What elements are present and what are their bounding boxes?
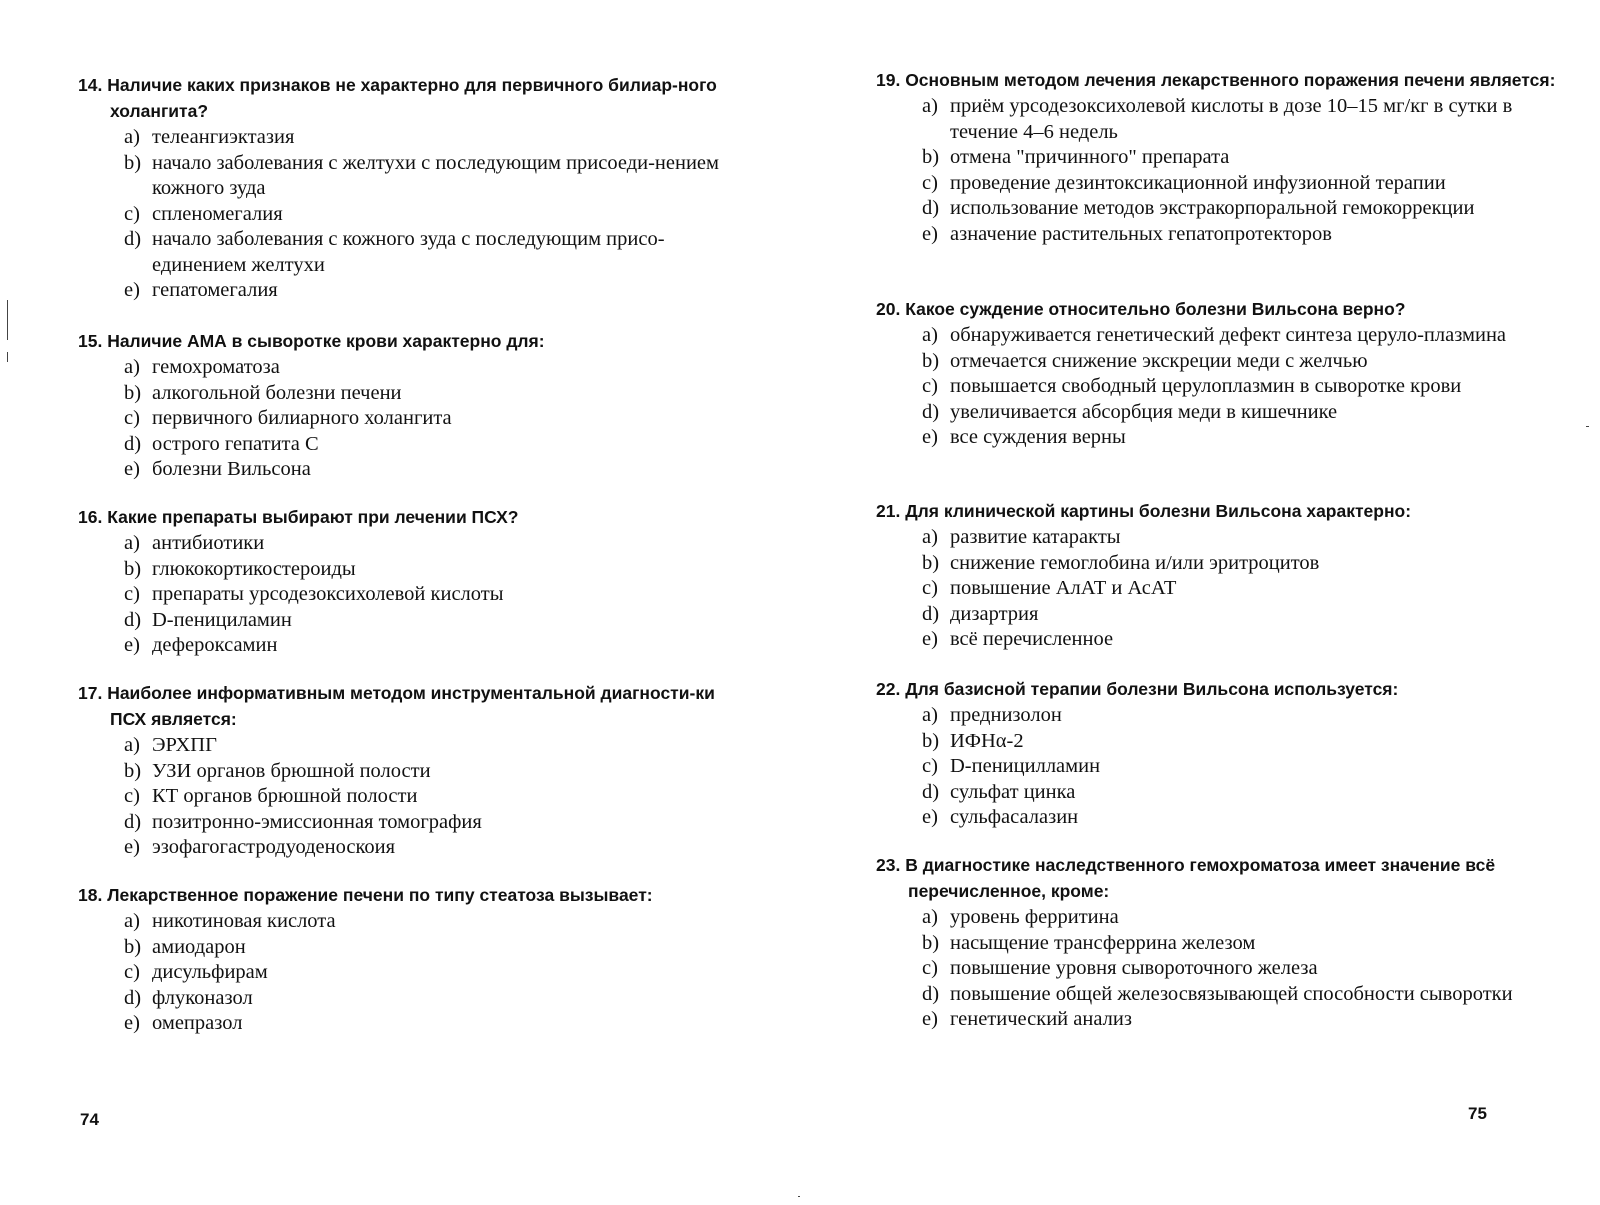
answer-option (124, 531, 733, 557)
question-title: 14. Наличие каких признаков не характерно для первичного билиар-ного холангита? (78, 75, 717, 121)
option-letter: d) (922, 982, 940, 1005)
option-text: первичного билиарного холангита (152, 407, 452, 429)
answer-option (124, 355, 733, 381)
question-title: 20. Какое суждение относительно болезни Вильсона верно? (876, 299, 1406, 319)
answer-option (124, 406, 733, 432)
answer-options (78, 355, 733, 483)
option-text: D-пенициламин (152, 608, 292, 631)
answer-option (922, 931, 1566, 957)
answer-option (124, 986, 733, 1012)
option-text: КТ органов брюшной полости (152, 785, 418, 807)
answer-option (124, 960, 733, 986)
answer-options (78, 733, 733, 861)
option-letter: b) (124, 935, 142, 958)
answer-option (922, 222, 1566, 248)
answer-option (922, 1007, 1566, 1033)
answer-option (922, 780, 1566, 806)
option-text: флуконазол (152, 986, 253, 1009)
scan-mark (7, 300, 8, 340)
option-letter: a) (922, 704, 938, 726)
answer-option (922, 602, 1566, 628)
answer-option (124, 582, 733, 608)
option-text: ЭРХПГ (152, 734, 217, 756)
option-text: эзофагогастродуоденоскоия (152, 836, 396, 858)
option-text: преднизолон (950, 704, 1062, 726)
option-text: отмечается снижение экскреции меди с желчью (950, 349, 1368, 372)
answer-option (124, 835, 733, 861)
option-letter: e) (124, 458, 140, 480)
answer-options (876, 94, 1566, 247)
option-letter: a) (922, 526, 938, 548)
option-letter: d) (922, 602, 940, 625)
option-letter: b) (922, 931, 940, 954)
option-text: гепатомегалия (152, 279, 278, 301)
answer-option (124, 810, 733, 836)
answer-option (922, 956, 1566, 982)
answer-option (922, 94, 1566, 145)
option-letter: e) (124, 279, 140, 301)
option-text: болезни Вильсона (152, 458, 311, 480)
option-letter: d) (124, 432, 142, 455)
option-letter: a) (124, 532, 140, 554)
option-text: сульфасалазин (950, 806, 1079, 828)
answer-option (922, 349, 1566, 375)
option-letter: c) (124, 583, 140, 605)
question-title: 21. Для клинической картины болезни Вильсона характерно: (876, 501, 1412, 521)
answer-option (124, 457, 733, 483)
answer-option (124, 432, 733, 458)
option-text: омепразол (152, 1012, 243, 1034)
answer-option (922, 525, 1566, 551)
option-letter: d) (124, 986, 142, 1009)
option-letter: e) (124, 836, 140, 858)
right-page (800, 0, 1600, 1205)
option-letter: a) (124, 910, 140, 932)
option-letter: d) (124, 228, 142, 250)
option-text: отмена "причинного" препарата (950, 146, 1230, 168)
answer-option (922, 323, 1566, 349)
option-letter: b) (124, 381, 142, 404)
option-letter: e) (922, 426, 938, 448)
option-text: использование методов экстракорпоральной гемокоррекции (950, 197, 1475, 219)
option-letter: c) (922, 171, 938, 194)
option-text: глюкокортикостероиды (152, 557, 356, 580)
option-text: позитронно-эмиссионная томография (152, 810, 482, 833)
option-letter: b) (124, 151, 142, 174)
question-15 (78, 328, 733, 483)
answer-option (922, 703, 1566, 729)
option-text: гемохроматоза (152, 356, 280, 378)
scan-mark (7, 352, 8, 362)
option-letter: a) (124, 126, 140, 148)
question-title: 23. В диагностике наследственного гемохроматоза имеет значение всё перечисленное, кроме: (876, 855, 1496, 901)
answer-option (124, 557, 733, 583)
option-letter: c) (124, 407, 140, 429)
option-text: амиодарон (152, 935, 246, 958)
option-letter: d) (922, 197, 940, 219)
option-text: проведение дезинтоксикационной инфузионной терапии (950, 171, 1446, 194)
answer-option (124, 608, 733, 634)
answer-option (124, 935, 733, 961)
question-title: 18. Лекарственное поражение печени по типу стеатоза вызывает: (78, 885, 653, 905)
option-letter: b) (124, 557, 142, 580)
option-letter: c) (922, 375, 938, 397)
option-text: повышение общей железосвязывающей способности сыворотки (950, 982, 1513, 1005)
option-text: начало заболевания с желтухи с последующим присоеди-нением кожного зуда (152, 151, 720, 199)
scan-mark (1586, 426, 1589, 427)
answer-option (124, 733, 733, 759)
option-letter: b) (922, 551, 940, 574)
option-letter: c) (922, 755, 938, 777)
option-letter: d) (124, 608, 142, 631)
answer-option (124, 381, 733, 407)
option-letter: b) (124, 759, 142, 782)
answer-option (922, 196, 1566, 222)
option-text: спленомегалия (152, 202, 283, 225)
option-text: снижение гемоглобина и/или эритроцитов (950, 551, 1320, 574)
question-title: 15. Наличие АМА в сыворотке крови характерно для: (78, 331, 545, 351)
answer-option (922, 551, 1566, 577)
option-letter: c) (124, 202, 140, 225)
answer-option (124, 125, 733, 151)
answer-option (922, 905, 1566, 931)
answer-option (124, 633, 733, 659)
option-text: всё перечисленное (950, 628, 1114, 650)
option-letter: d) (922, 400, 940, 423)
answer-option (124, 784, 733, 810)
option-text: приём урсодезоксихолевой кислоты в дозе 10–15 мг/кг в сутки в течение 4–6 недель (950, 95, 1513, 143)
question-22 (876, 676, 1566, 831)
option-text: уровень ферритина (950, 906, 1119, 928)
option-text: острого гепатита C (152, 432, 319, 455)
question-23 (876, 852, 1566, 1033)
answer-options (876, 905, 1566, 1033)
option-text: сульфат цинка (950, 780, 1076, 803)
option-letter: c) (922, 957, 938, 979)
answer-options (78, 909, 733, 1037)
option-letter: a) (922, 95, 938, 117)
answer-option (922, 805, 1566, 831)
question-14 (78, 72, 733, 304)
answer-options (876, 525, 1566, 653)
answer-option (922, 729, 1566, 755)
option-text: препараты урсодезоксихолевой кислоты (152, 583, 504, 605)
answer-option (124, 278, 733, 304)
answer-option (922, 145, 1566, 171)
option-letter: c) (124, 785, 140, 807)
option-letter: c) (124, 961, 140, 983)
answer-option (124, 151, 733, 202)
answer-option (922, 627, 1566, 653)
option-text: развитие катаракты (950, 526, 1121, 548)
option-letter: a) (922, 324, 938, 346)
answer-option (922, 425, 1566, 451)
question-19 (876, 67, 1566, 247)
option-text: дизартрия (950, 602, 1039, 625)
question-20 (876, 296, 1566, 451)
option-letter: d) (124, 810, 142, 833)
answer-option (922, 576, 1566, 602)
option-letter: b) (922, 349, 940, 372)
option-text: дефероксамин (152, 634, 278, 656)
option-text: телеангиэктазия (152, 126, 295, 148)
option-text: повышается свободный церулоплазмин в сыворотке крови (950, 375, 1462, 397)
option-letter: b) (922, 146, 940, 168)
option-letter: b) (922, 729, 940, 752)
option-text: генетический анализ (950, 1008, 1132, 1030)
option-text: насыщение трансферрина железом (950, 931, 1256, 954)
option-text: алкогольной болезни печени (152, 381, 402, 404)
option-text: начало заболевания с кожного зуда с последующим присо-единением желтухи (152, 228, 665, 276)
question-title: 19. Основным методом лечения лекарственного поражения печени является: (876, 70, 1556, 90)
question-18 (78, 882, 733, 1037)
option-text: D-пеницилламин (950, 755, 1101, 777)
option-letter: a) (124, 734, 140, 756)
option-letter: e) (922, 222, 938, 245)
option-text: увеличивается абсорбция меди в кишечнике (950, 400, 1338, 423)
option-letter: c) (922, 577, 938, 599)
answer-option (124, 909, 733, 935)
answer-option (922, 754, 1566, 780)
answer-option (922, 982, 1566, 1008)
option-letter: a) (124, 356, 140, 378)
answer-options (876, 323, 1566, 451)
page-number: 75 (1468, 1104, 1487, 1123)
question-17 (78, 680, 733, 861)
option-letter: e) (922, 628, 938, 650)
option-text: антибиотики (152, 532, 265, 554)
option-letter: e) (922, 1008, 938, 1030)
answer-options (876, 703, 1566, 831)
answer-option (124, 202, 733, 228)
answer-option (124, 227, 733, 278)
option-text: никотиновая кислота (152, 910, 336, 932)
option-text: повышение уровня сывороточного железа (950, 957, 1318, 979)
question-title: 16. Какие препараты выбирают при лечении ПСХ? (78, 507, 519, 527)
option-letter: a) (922, 906, 938, 928)
answer-option (922, 400, 1566, 426)
answer-option (922, 374, 1566, 400)
option-text: азначение растительных гепатопротекторов (950, 222, 1332, 245)
option-text: УЗИ органов брюшной полости (152, 759, 431, 782)
question-title: 17. Наиболее информативным методом инструментальной диагности-ки ПСХ является: (78, 683, 715, 729)
option-text: повышение АлАТ и АсАТ (950, 577, 1177, 599)
option-letter: e) (124, 634, 140, 656)
answer-option (124, 759, 733, 785)
page-number: 74 (80, 1110, 99, 1129)
question-21 (876, 498, 1566, 653)
option-text: обнаруживается генетический дефект синтеза церуло-плазмина (950, 324, 1507, 346)
answer-option (124, 1011, 733, 1037)
option-letter: d) (922, 780, 940, 803)
question-16 (78, 504, 733, 659)
scan-mark (798, 1196, 800, 1197)
option-letter: e) (922, 806, 938, 828)
option-text: все суждения верны (950, 426, 1126, 448)
answer-options (78, 125, 733, 304)
option-text: ИФНα-2 (950, 729, 1024, 752)
answer-option (922, 171, 1566, 197)
question-title: 22. Для базисной терапии болезни Вильсона используется: (876, 679, 1399, 699)
option-text: дисульфирам (152, 961, 268, 983)
option-letter: e) (124, 1012, 140, 1034)
answer-options (78, 531, 733, 659)
